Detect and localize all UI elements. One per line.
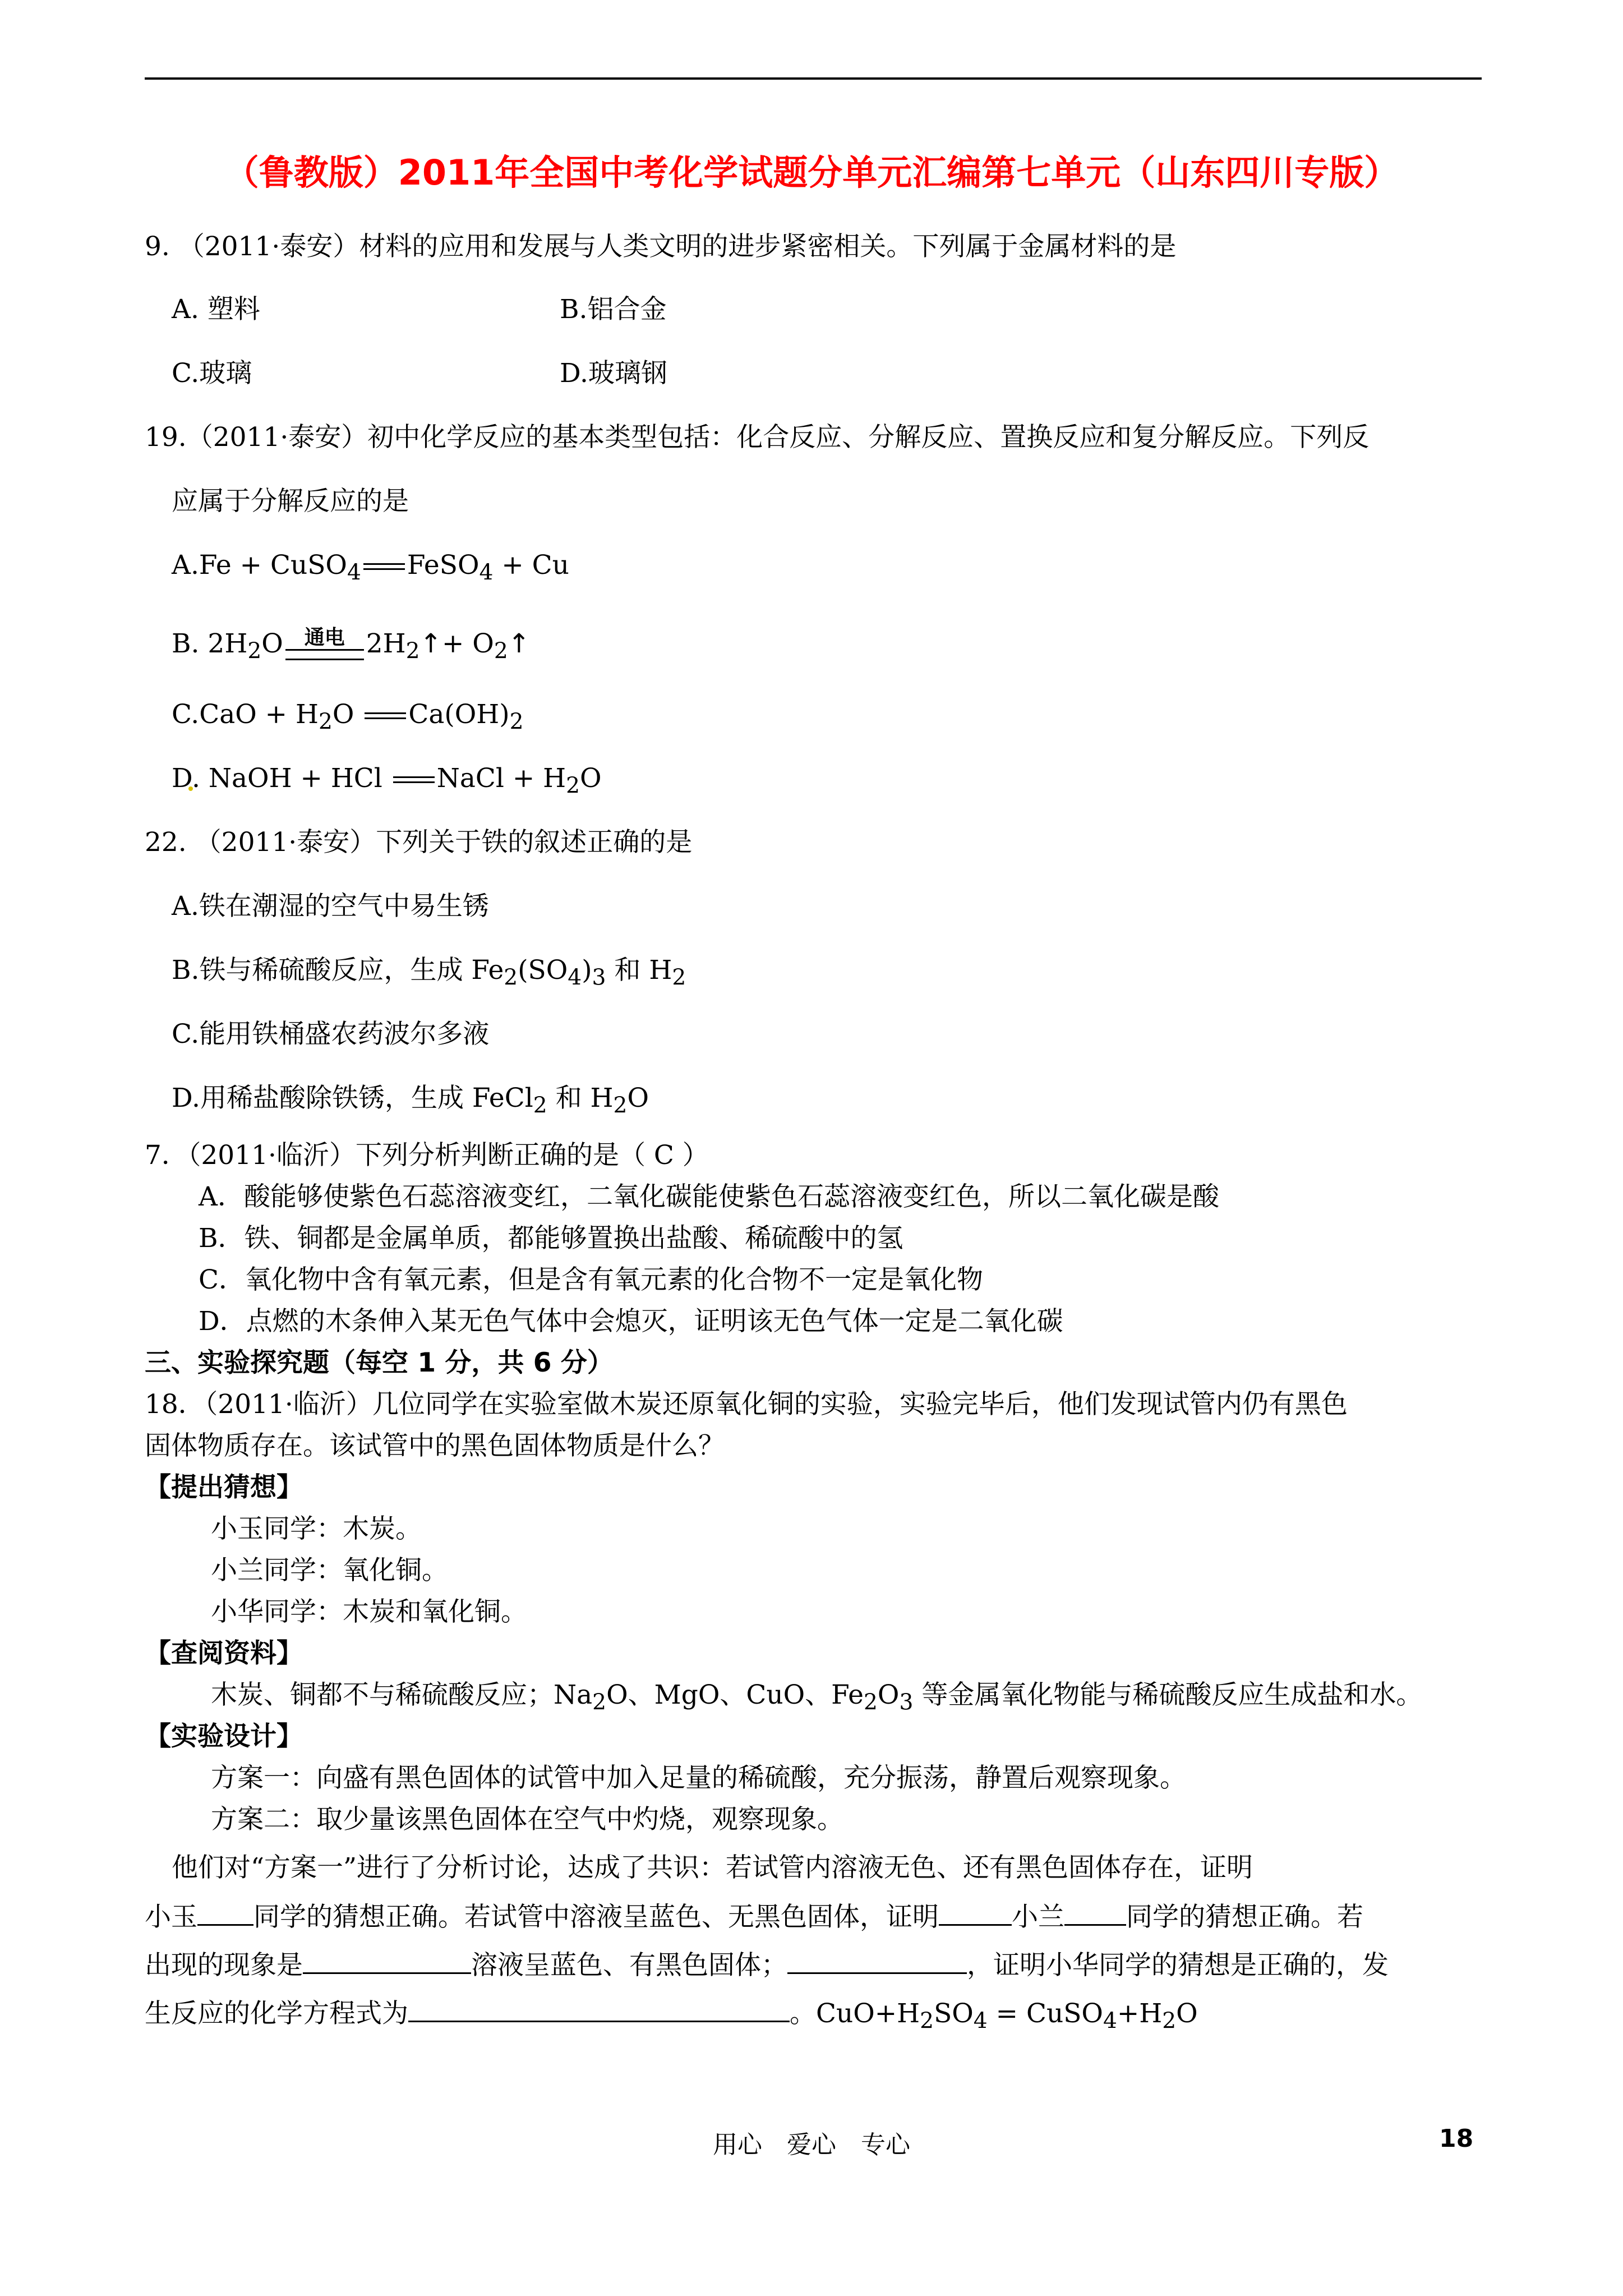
reaction-condition: 通电 — [304, 626, 345, 650]
footer-motto: 用心 爱心 专心 — [713, 2131, 910, 2159]
q9-option-d: D.玻璃钢 — [560, 358, 667, 389]
q19-option-d: D. NaOH + HCl NaCl + $H_2O$ — [172, 763, 602, 799]
q19-stem-line1: 19.（2011·泰安）初中化学反应的基本类型包括：化合反应、分解反应、置换反应和复分解反应。下列反 — [145, 422, 1370, 453]
reference-text: 木炭、铜都不与稀硫酸反应；$Na_2O$、MgO、CuO、$Fe_2O_3$ 等金属氧化物能与稀硫酸反应生成盐和水。 — [211, 1680, 1423, 1715]
gas-arrow-icon: ↑ — [508, 628, 531, 659]
discussion-line4: 生反应的化学方程式为 。$CuO+H_2SO_4$ = $CuSO_4+H_2O$ — [145, 1996, 1198, 2038]
q19-option-c: $C.CaO + H_2O$ $Ca(OH)_2$ — [172, 699, 524, 735]
plan-2: 方案二：取少量该黑色固体在空气中灼烧，观察现象。 — [211, 1804, 843, 1835]
discussion-line2: 小玉 同学的猜想正确。若试管中溶液呈蓝色、无黑色固体，证明 小兰 同学的猜想正确。若 — [145, 1899, 1363, 1934]
hypothesis-1: 小玉同学：木炭。 — [211, 1513, 422, 1544]
discussion-line3: 出现的现象是 溶液呈蓝色、有黑色固体； ，证明小华同学的猜想是正确的，发 — [145, 1948, 1389, 1982]
q7-option-c: C．氧化物中含有氧元素，但是含有氧元素的化合物不一定是氧化物 — [199, 1264, 983, 1295]
answer-blank[interactable] — [408, 1996, 790, 2022]
heading-reference: 【查阅资料】 — [145, 1638, 303, 1669]
heading-design: 【实验设计】 — [145, 1721, 303, 1752]
q22-option-d: D.用稀盐酸除铁锈，生成 FeCl$_2$ 和 $H_2O$ — [172, 1083, 649, 1119]
q22-stem: 22. （2011·泰安）下列关于铁的叙述正确的是 — [145, 827, 693, 858]
section-heading: 三、实验探究题（每空 1 分，共 6 分） — [145, 1347, 614, 1378]
hypothesis-2: 小兰同学：氧化铜。 — [211, 1555, 448, 1586]
q19-option-b: B. $2H_2O$ 通电 $2H_2↑+$ $O_2↑$ — [172, 627, 530, 668]
answer-blank[interactable] — [1064, 1899, 1126, 1926]
page-number: 18 — [1439, 2124, 1474, 2153]
q9-option-b: B.铝合金 — [560, 294, 667, 325]
q9-option-a: A. 塑料 — [172, 294, 260, 325]
page-title: （鲁教版）2011年全国中考化学试题分单元汇编第七单元（山东四川专版） — [224, 152, 1399, 193]
equals-sign — [365, 711, 406, 722]
q9-option-c: C.玻璃 — [172, 358, 252, 389]
q7-option-d: D．点燃的木条伸入某无色气体中会熄灭，证明该无色气体一定是二氧化碳 — [199, 1306, 1063, 1337]
hypothesis-3: 小华同学：木炭和氧化铜。 — [211, 1596, 527, 1627]
q9-stem: 9. （2011·泰安）材料的应用和发展与人类文明的进步紧密相关。下列属于金属材料的是 — [145, 231, 1177, 262]
heading-hypothesis: 【提出猜想】 — [145, 1472, 303, 1503]
q22-option-c: C.能用铁桶盛农药波尔多液 — [172, 1019, 490, 1050]
q22-option-b: B.铁与稀硫酸反应，生成 $Fe_2(SO_4)_3$ 和 $H_2$ — [172, 955, 686, 991]
answer-blank[interactable] — [303, 1948, 471, 1974]
reaction-condition-arrow — [285, 626, 364, 668]
plan-1: 方案一：向盛有黑色固体的试管中加入足量的稀硫酸，充分振荡，静置后观察现象。 — [211, 1763, 1186, 1793]
header-rule — [145, 77, 1482, 80]
q19-stem-line2: 应属于分解反应的是 — [172, 486, 409, 517]
equals-sign — [363, 562, 405, 573]
discussion-line1: 他们对“方案一”进行了分析讨论，达成了共识：若试管内溶液无色、还有黑色固体存在，证明 — [172, 1852, 1253, 1883]
q22-option-a: A.铁在潮湿的空气中易生锈 — [172, 891, 489, 922]
q18-stem-line1: 18．（2011·临沂）几位同学在实验室做木炭还原氧化铜的实验，实验完毕后，他们发现试管内仍有黑色 — [145, 1389, 1348, 1420]
q7-stem: 7．（2011·临沂）下列分析判断正确的是（ C ） — [145, 1140, 709, 1171]
q18-stem-line2: 固体物质存在。该试管中的黑色固体物质是什么？ — [145, 1430, 725, 1461]
q7-option-b: B．铁、铜都是金属单质，都能够置换出盐酸、稀硫酸中的氢 — [199, 1223, 903, 1254]
gas-arrow-icon: ↑ — [419, 628, 442, 659]
answer-blank[interactable] — [197, 1899, 253, 1926]
equals-sign — [393, 775, 435, 786]
answer-blank[interactable] — [787, 1948, 967, 1974]
q19-option-a: A.Fe + CuSO$_4$ FeSO$_4$ + Cu — [172, 550, 569, 586]
answer-blank[interactable] — [939, 1899, 1012, 1926]
q7-option-a: A．酸能够使紫色石蕊溶液变红，二氧化碳能使紫色石蕊溶液变红色，所以二氧化碳是酸 — [199, 1181, 1219, 1212]
